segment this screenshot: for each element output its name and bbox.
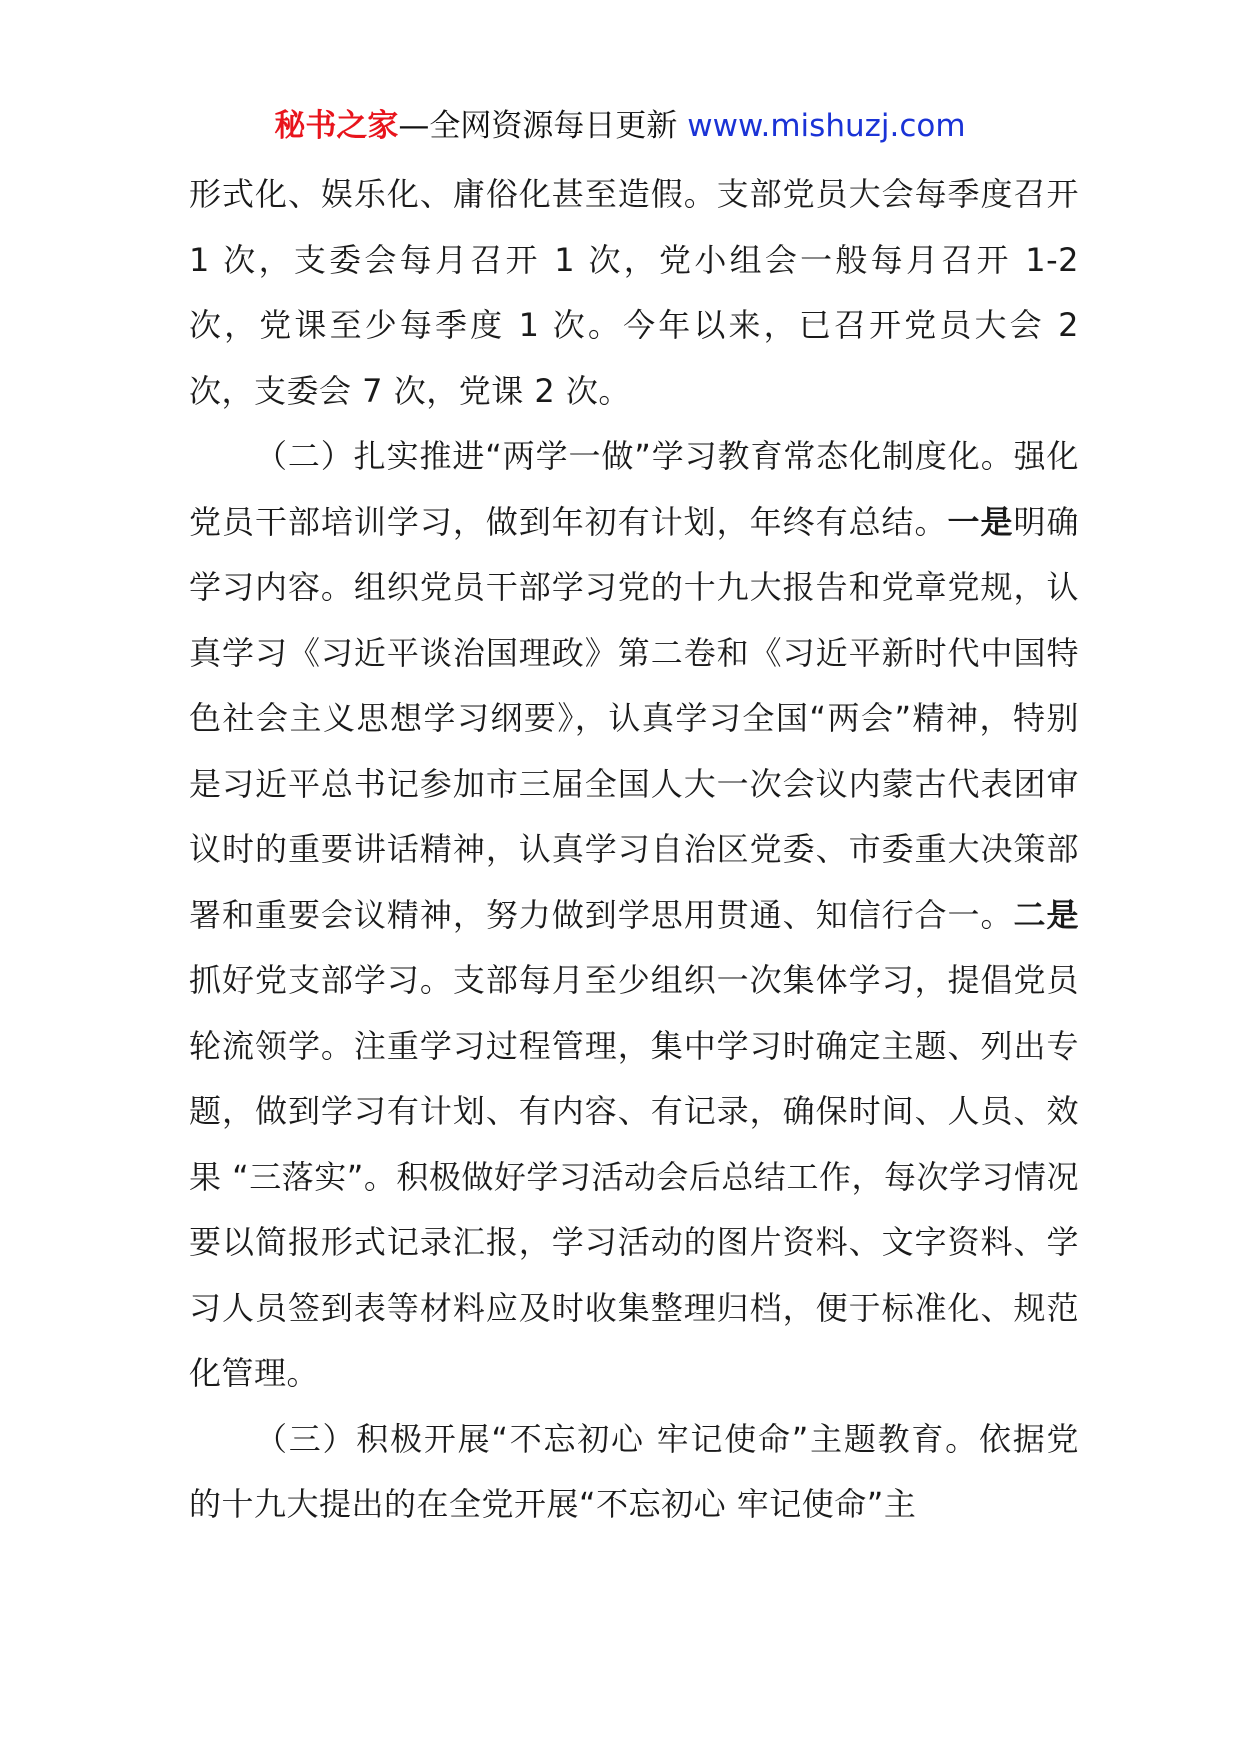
page-header xyxy=(0,104,1240,148)
point-two-label: 二是 xyxy=(1013,895,1079,934)
paragraph-meeting-frequency: 形式化、娱乐化、庸俗化甚至造假。支部党员大会每季度召开 1 次，支委会每月召开 1 次，党小组会一般每月召开 1-2 次，党课至少每季度 1 次。今年以来，已召开党员大会 2 次，支委会 7 次，党课 2 次。 xyxy=(189,175,1079,410)
point-one-label: 一是 xyxy=(947,502,1014,541)
header-tagline: —全网资源每日更新 xyxy=(398,108,688,144)
paragraph-study-education xyxy=(189,424,1079,1407)
document-body xyxy=(189,162,1079,1538)
paragraph-theme-education: （三）积极开展“不忘初心 牢记使命”主题教育。依据党的十九大提出的在全党开展“不忘初心 牢记使命”主 xyxy=(189,1419,1079,1523)
point-two-text: 抓好党支部学习。支部每月至少组织一次集体学习，提倡党员轮流领学。注重学习过程管理，集中学习时确定主题、列出专题，做到学习有计划、有内容、有记录，确保时间、人员、效果 “三落实”。积极做好学习活动会后总结工作，每次学习情况要以简报形式记录汇报，学习活动的图片资料、文字资料、学习人员签到表等材料应及时收集整理归档，便于标准化、规范化管理。 xyxy=(189,961,1079,1392)
section-two-heading: （二）扎实推进“两学一做”学习教育常态化制度化。强化党员干部培训学习，做到年初有计划，年终有总结。 xyxy=(189,437,1079,541)
website-link[interactable]: www.mishuzj.com xyxy=(687,108,966,144)
point-one-text: 明确学习内容。组织党员干部学习党的十九大报告和党章党规，认真学习《习近平谈治国理政》第二卷和《习近平新时代中国特色社会主义思想学习纲要》，认真学习全国“两会”精神，特别是习近平总书记参加市三届全国人大一次会议内蒙古代表团审议时的重要讲话精神，认真学习自治区党委、市委重大决策部署和重要会议精神，努力做到学思用贯通、知信行合一。 xyxy=(189,502,1079,934)
brand-name: 秘书之家 xyxy=(274,108,399,144)
